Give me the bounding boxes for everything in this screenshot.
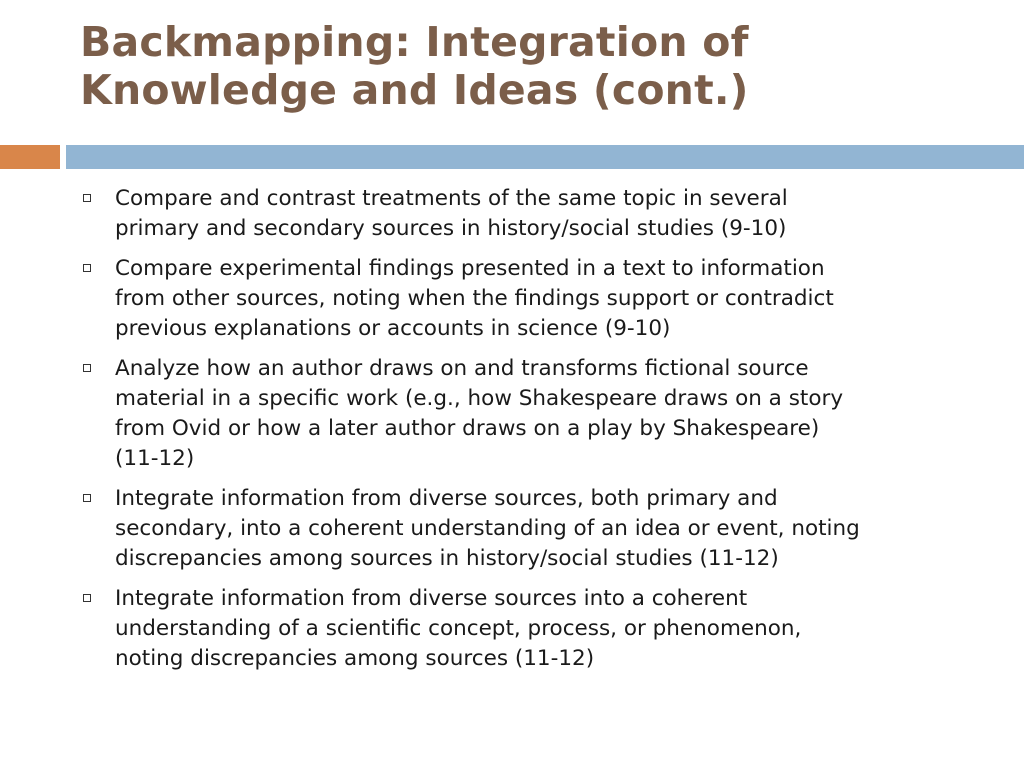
- accent-bar-blue: [66, 145, 1024, 169]
- bullet-item-5: [80, 584, 980, 674]
- bullet-item-2: [80, 254, 980, 344]
- bullet-line: Integrate information from diverse sources into a coherent: [115, 586, 748, 611]
- bullet-line: material in a specific work (e.g., how Shakespeare draws on a story: [115, 386, 844, 411]
- square-bullet-icon: [83, 194, 91, 202]
- bullet-line: Analyze how an author draws on and transforms fictional source: [115, 356, 809, 381]
- bullet-line: (11-12): [115, 446, 195, 471]
- bullet-line: previous explanations or accounts in science (9-10): [115, 316, 671, 341]
- square-bullet-icon: [83, 364, 91, 372]
- bullet-line: discrepancies among sources in history/social studies (11-12): [115, 546, 779, 571]
- square-bullet-icon: [83, 264, 91, 272]
- bullet-line: Compare experimental findings presented in a text to information: [115, 256, 825, 281]
- bullet-line: understanding of a scientific concept, process, or phenomenon,: [115, 616, 802, 641]
- bullet-text: [115, 584, 980, 674]
- accent-bar-orange: [0, 145, 60, 169]
- square-bullet-icon: [83, 594, 91, 602]
- slide-title: [80, 18, 980, 114]
- bullet-line: Integrate information from diverse sources, both primary and: [115, 486, 778, 511]
- bullet-item-1: [80, 184, 980, 244]
- bullet-text: [115, 184, 980, 244]
- bullet-text: [115, 484, 980, 574]
- bullet-line: primary and secondary sources in history/social studies (9-10): [115, 216, 787, 241]
- bullet-text: [115, 354, 980, 474]
- bullet-text: [115, 254, 980, 344]
- bullet-line: Compare and contrast treatments of the same topic in several: [115, 186, 788, 211]
- bullet-item-3: [80, 354, 980, 474]
- bullet-line: secondary, into a coherent understanding of an idea or event, noting: [115, 516, 860, 541]
- bullet-line: from other sources, noting when the findings support or contradict: [115, 286, 834, 311]
- bullet-line: from Ovid or how a later author draws on a play by Shakespeare): [115, 416, 820, 441]
- square-bullet-icon: [83, 494, 91, 502]
- bullet-list: [80, 184, 980, 684]
- bullet-line: noting discrepancies among sources (11-12): [115, 646, 595, 671]
- slide-title-line-2: Knowledge and Ideas (cont.): [80, 66, 749, 114]
- slide-title-line-1: Backmapping: Integration of: [80, 18, 749, 66]
- bullet-item-4: [80, 484, 980, 574]
